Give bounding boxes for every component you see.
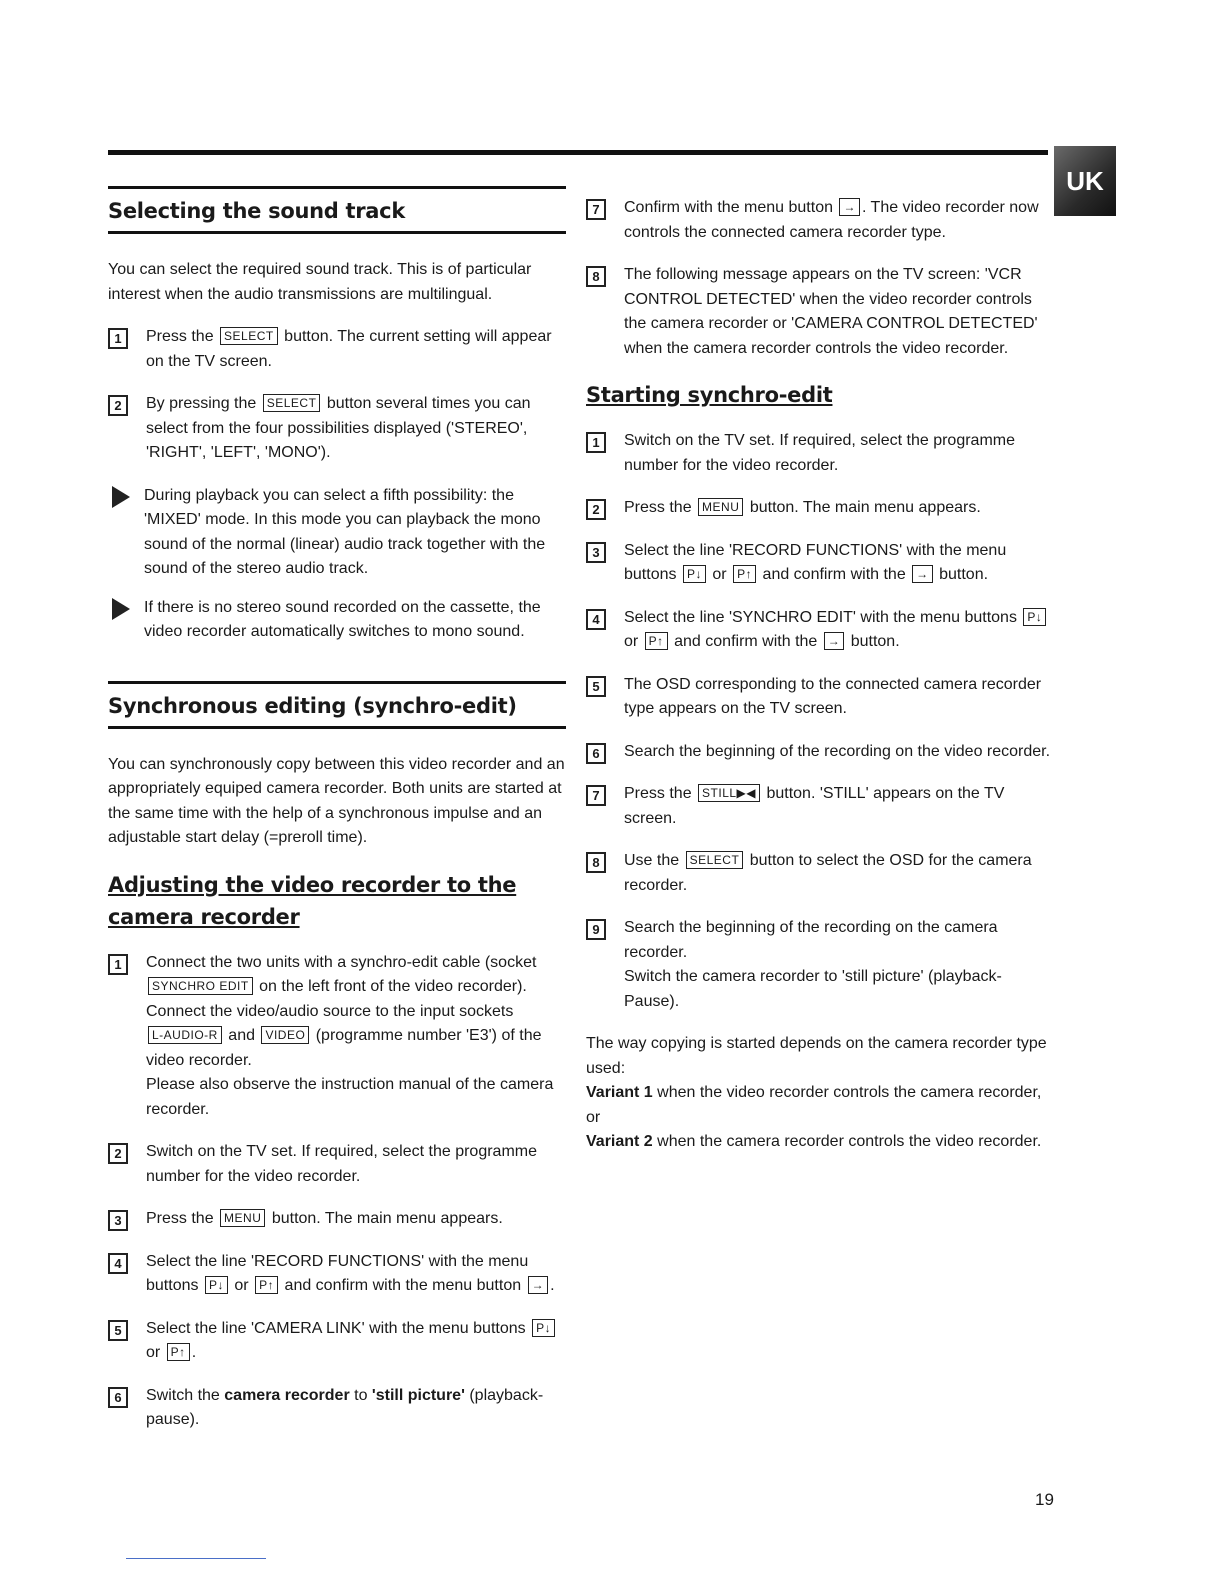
variant-2: Variant 2 when the camera recorder controls the video recorder. bbox=[586, 1133, 1042, 1150]
step-number: 1 bbox=[586, 432, 606, 453]
step: 4 Select the line 'SYNCHRO EDIT' with the menu buttons P↓ or P↑ and confirm with the → button. bbox=[586, 606, 1056, 655]
step-number: 5 bbox=[108, 1320, 128, 1341]
audio-socket-key: L-AUDIO-R bbox=[148, 1026, 222, 1044]
step-number: 8 bbox=[586, 266, 606, 287]
p-up-key: P↑ bbox=[167, 1343, 190, 1361]
step-number: 1 bbox=[108, 954, 128, 975]
step-number: 9 bbox=[586, 919, 606, 940]
select-key: SELECT bbox=[686, 851, 744, 869]
synchro-edit-socket-key: SYNCHRO EDIT bbox=[148, 977, 253, 995]
step-number: 7 bbox=[586, 785, 606, 806]
subsection-title-adjusting: Adjusting the video recorder to the camera recorder bbox=[108, 872, 517, 929]
step: 3 Select the line 'RECORD FUNCTIONS' with the menu buttons P↓ or P↑ and confirm with the → button. bbox=[586, 539, 1056, 588]
select-key: SELECT bbox=[263, 394, 321, 412]
step-number: 3 bbox=[586, 542, 606, 563]
step: 7 Press the STILL▶◀ button. 'STILL' appears on the TV screen. bbox=[586, 782, 1056, 831]
language-tab: UK bbox=[1054, 146, 1116, 216]
left-column bbox=[108, 186, 566, 1451]
step-number: 8 bbox=[586, 852, 606, 873]
menu-key: MENU bbox=[220, 1209, 265, 1227]
note: During playback you can select a fifth possibility: the 'MIXED' mode. In this mode you can playback the mono sound of the normal (linear) audio track together with the sound of the stereo audio track. bbox=[108, 484, 566, 582]
step-number: 1 bbox=[108, 328, 128, 349]
p-down-key: P↓ bbox=[1023, 608, 1046, 626]
sound-track-intro: You can select the required sound track. This is of particular interest when the audio transmissions are multilingual. bbox=[108, 261, 532, 303]
step: 7 Confirm with the menu button → . The video recorder now controls the connected camera recorder type. bbox=[586, 196, 1056, 245]
step: 9 Search the beginning of the recording on the camera recorder. Switch the camera recorder to 'still picture' (playback-Pause). bbox=[586, 916, 1056, 1014]
step: 6 Switch the camera recorder to 'still picture' (playback-pause). bbox=[108, 1384, 566, 1433]
step: 1 Press the SELECT button. The current setting will appear on the TV screen. bbox=[108, 325, 566, 374]
p-down-key: P↓ bbox=[205, 1276, 228, 1294]
note: If there is no stereo sound recorded on the cassette, the video recorder automatically switches to mono sound. bbox=[108, 596, 566, 645]
still-key: STILL▶◀ bbox=[698, 784, 760, 802]
right-column bbox=[586, 196, 1056, 1173]
step: 2 By pressing the SELECT button several times you can select from the four possibilities displayed ('STEREO', 'RIGHT', 'LEFT', 'MONO'). bbox=[108, 392, 566, 466]
step: 5 Select the line 'CAMERA LINK' with the menu buttons P↓ or P↑ . bbox=[108, 1317, 566, 1366]
p-up-key: P↑ bbox=[645, 632, 668, 650]
p-down-key: P↓ bbox=[532, 1319, 555, 1337]
step-number: 2 bbox=[108, 395, 128, 416]
select-key: SELECT bbox=[220, 327, 278, 345]
step: 6 Search the beginning of the recording on the video recorder. bbox=[586, 740, 1056, 765]
menu-key: MENU bbox=[698, 498, 743, 516]
step-number: 3 bbox=[108, 1210, 128, 1231]
arrow-right-key: → bbox=[912, 565, 933, 583]
step-number: 6 bbox=[108, 1387, 128, 1408]
p-up-key: P↑ bbox=[255, 1276, 278, 1294]
step-number: 2 bbox=[586, 499, 606, 520]
step: 5 The OSD corresponding to the connected camera recorder type appears on the TV screen. bbox=[586, 673, 1056, 722]
section-title-sound-track: Selecting the sound track bbox=[108, 186, 566, 234]
step-number: 2 bbox=[108, 1143, 128, 1164]
copying-intro: The way copying is started depends on the camera recorder type used: bbox=[586, 1035, 1047, 1077]
subsection-title-starting: Starting synchro-edit bbox=[586, 383, 833, 407]
variant-1: Variant 1 when the video recorder controls the camera recorder, or bbox=[586, 1084, 1042, 1126]
synchro-edit-intro: You can synchronously copy between this video recorder and an appropriately equiped camera recorder. Both units are started at the same time with the help of a synchronous impulse and an adjustable start delay (=preroll time). bbox=[108, 755, 565, 846]
step-number: 7 bbox=[586, 199, 606, 220]
info-triangle-icon bbox=[112, 598, 130, 620]
section-title-synchro-edit: Synchronous editing (synchro-edit) bbox=[108, 681, 566, 729]
footer-line bbox=[126, 1558, 266, 1559]
p-down-key: P↓ bbox=[683, 565, 706, 583]
arrow-right-key: → bbox=[824, 632, 845, 650]
arrow-right-key: → bbox=[839, 198, 860, 216]
step: 1 Connect the two units with a synchro-edit cable (socket SYNCHRO EDIT on the left front of the video recorder). Connect the video/audio source to the input sockets L-AUDIO-R and VIDEO (programme number 'E3') of the video recorder. Please also observe the instruction manual of the camera recorder. bbox=[108, 951, 566, 1123]
step-number: 4 bbox=[108, 1253, 128, 1274]
top-rule bbox=[108, 150, 1048, 155]
step: 3 Press the MENU button. The main menu appears. bbox=[108, 1207, 566, 1232]
step-number: 4 bbox=[586, 609, 606, 630]
step-number: 5 bbox=[586, 676, 606, 697]
step: 4 Select the line 'RECORD FUNCTIONS' with the menu buttons P↓ or P↑ and confirm with the menu button → . bbox=[108, 1250, 566, 1299]
step: 8 The following message appears on the TV screen: 'VCR CONTROL DETECTED' when the video recorder controls the camera recorder or 'CAMERA CONTROL DETECTED' when the camera recorder controls the video recorder. bbox=[586, 263, 1056, 361]
video-socket-key: VIDEO bbox=[261, 1026, 309, 1044]
step: 8 Use the SELECT button to select the OSD for the camera recorder. bbox=[586, 849, 1056, 898]
arrow-right-key: → bbox=[528, 1276, 549, 1294]
p-up-key: P↑ bbox=[733, 565, 756, 583]
page-number: 19 bbox=[1035, 1490, 1054, 1509]
info-triangle-icon bbox=[112, 486, 130, 508]
step: 2 Switch on the TV set. If required, select the programme number for the video recorder. bbox=[108, 1140, 566, 1189]
step: 1 Switch on the TV set. If required, select the programme number for the video recorder. bbox=[586, 429, 1056, 478]
step: 2 Press the MENU button. The main menu appears. bbox=[586, 496, 1056, 521]
step-number: 6 bbox=[586, 743, 606, 764]
